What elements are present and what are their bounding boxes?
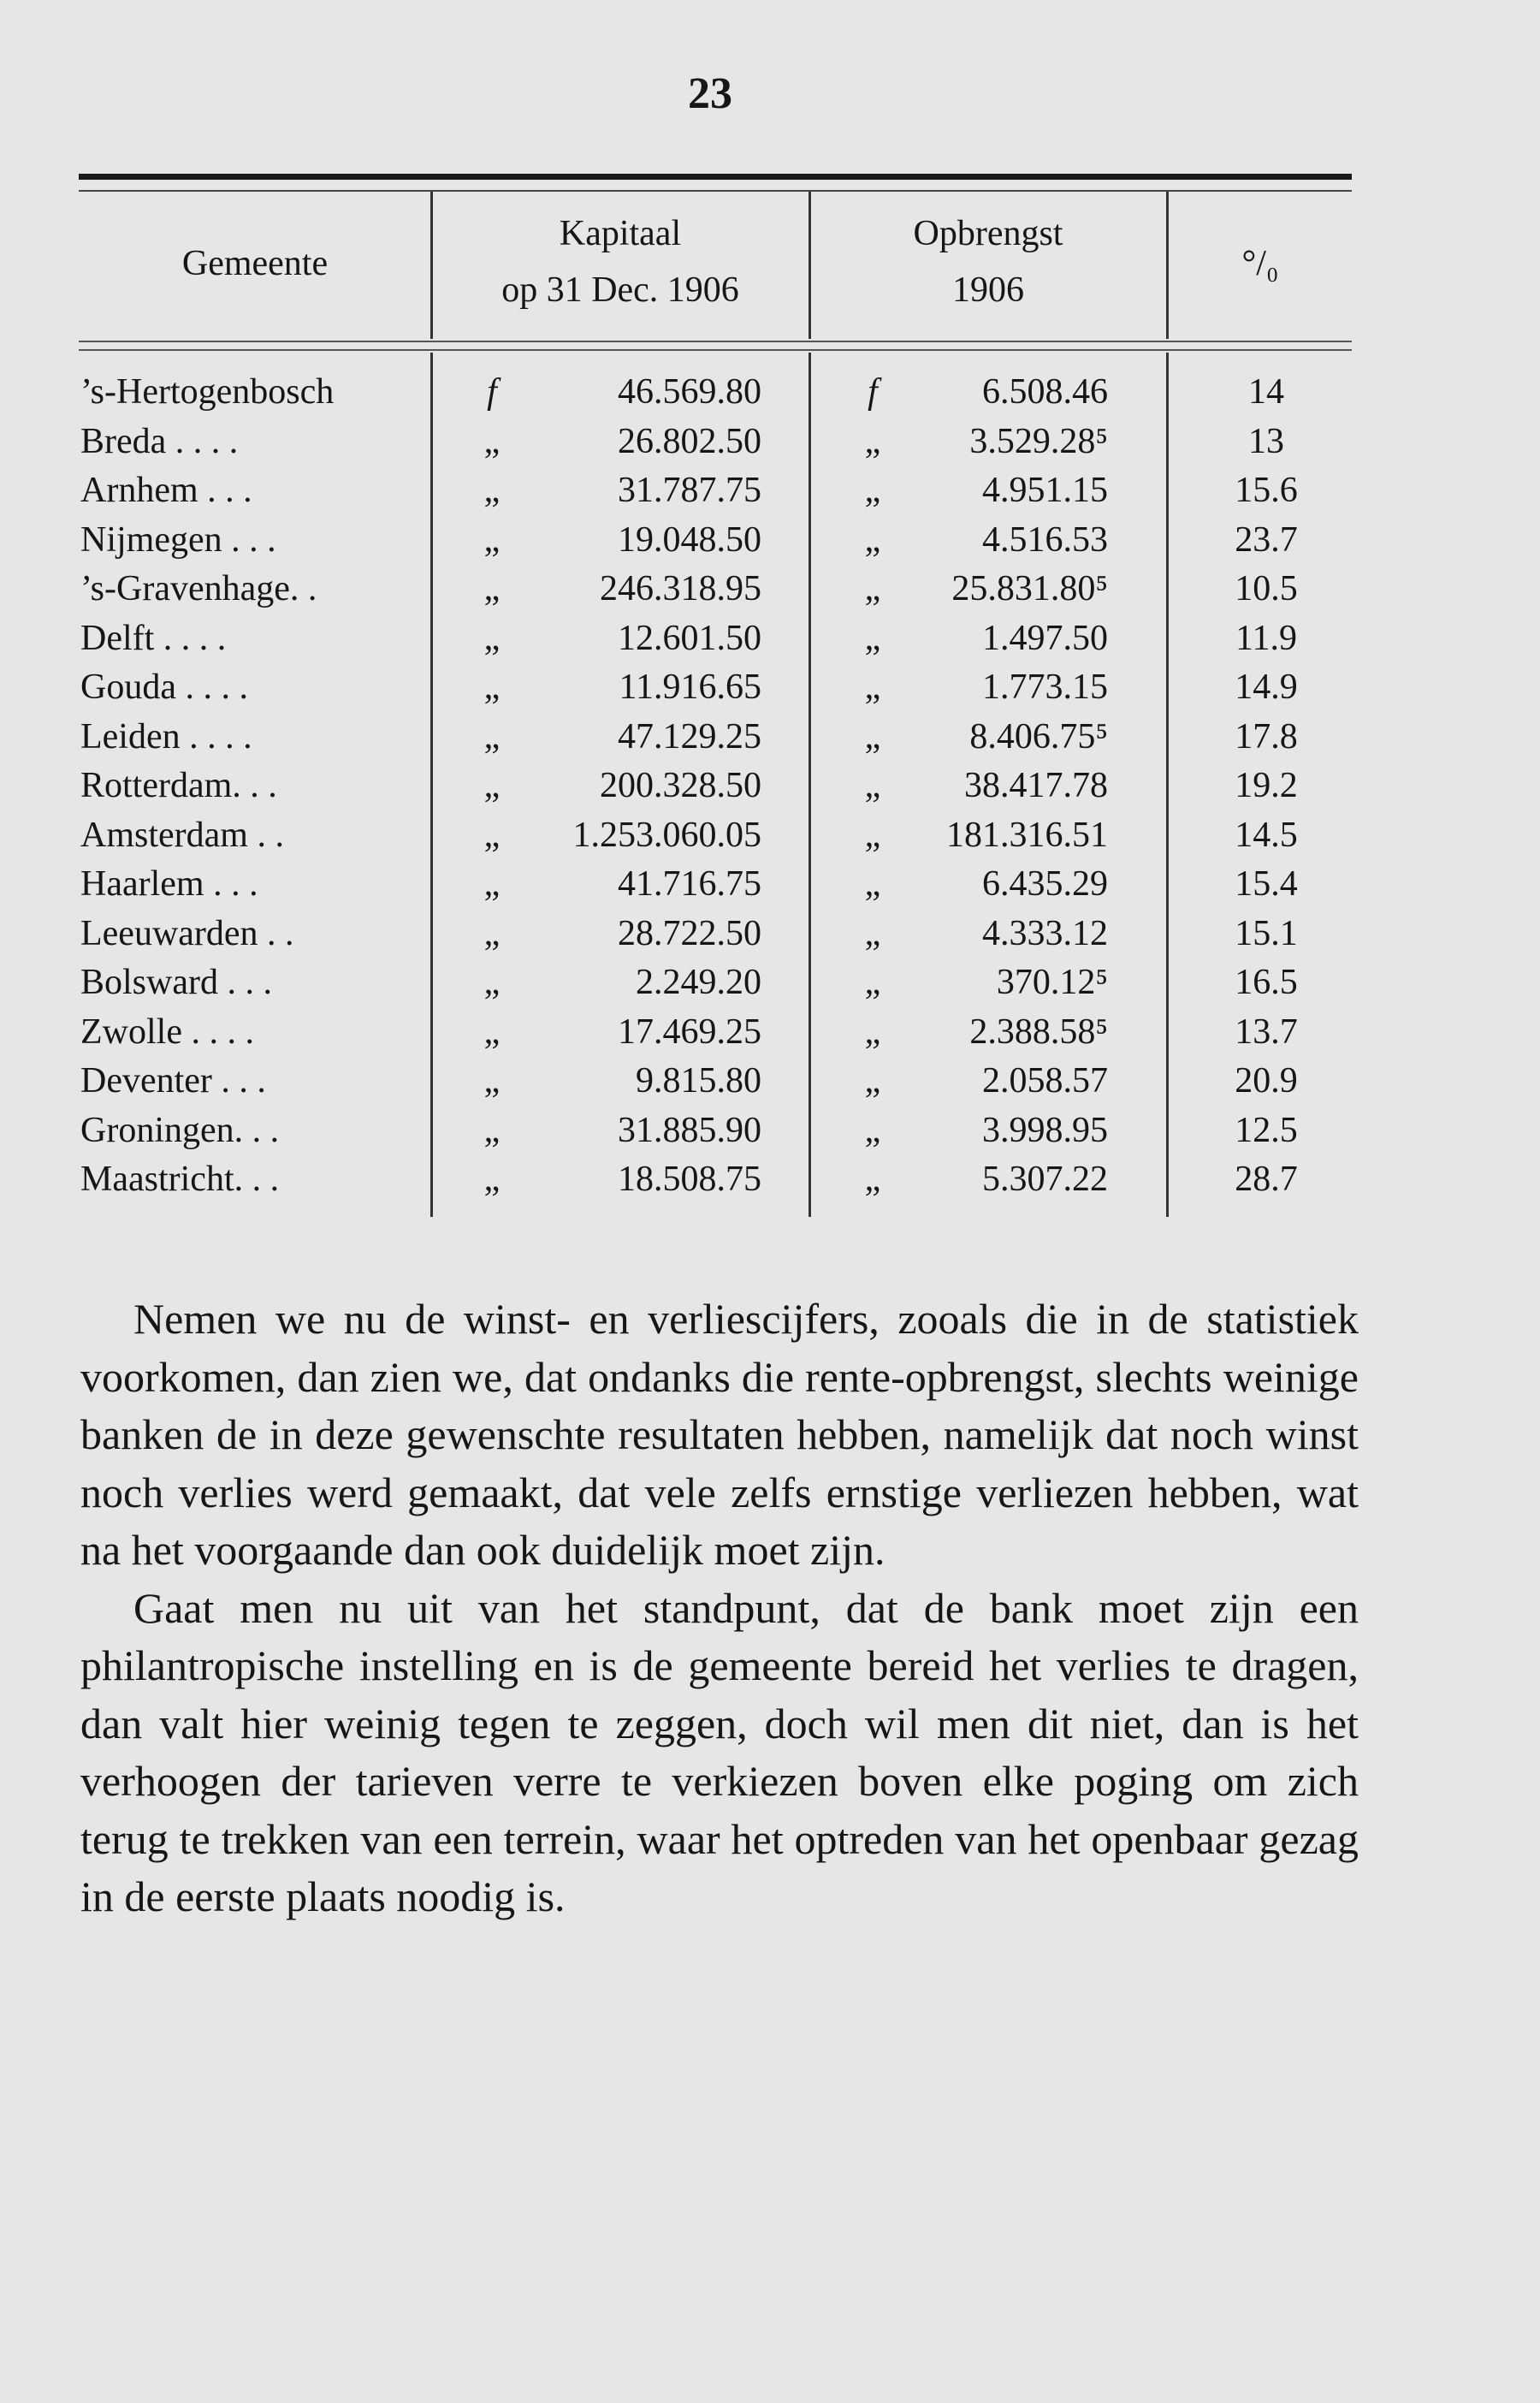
opbrengst-cell: 8.406.75⁵ <box>969 716 1108 756</box>
currency-mark: „ <box>864 1110 881 1150</box>
opbrengst-cell: 6.435.29 <box>982 864 1108 904</box>
currency-mark: „ <box>483 1110 500 1150</box>
gemeente-cell: Haarlem . . . <box>80 864 258 904</box>
currency-mark: „ <box>864 913 881 953</box>
gemeente-cell: Amsterdam . . <box>80 815 284 855</box>
currency-mark: „ <box>483 815 500 855</box>
currency-mark: „ <box>864 1160 881 1199</box>
currency-mark: f <box>868 372 878 412</box>
currency-mark: „ <box>864 1012 881 1052</box>
percent-cell: 15.6 <box>1235 471 1298 510</box>
table-top-rule-thin <box>79 190 1352 192</box>
header-gemeente: Gemeente <box>181 244 329 283</box>
currency-mark: „ <box>864 963 881 1002</box>
currency-mark: „ <box>864 716 881 756</box>
table-row <box>0 663 1540 713</box>
kapitaal-cell: 47.129.25 <box>618 716 761 756</box>
percent-cell: 14 <box>1248 372 1284 412</box>
opbrengst-cell: 3.998.95 <box>982 1110 1108 1150</box>
opbrengst-cell: 1.773.15 <box>982 668 1108 707</box>
percent-cell: 15.1 <box>1235 913 1298 953</box>
table-row <box>0 910 1540 959</box>
percent-cell: 11.9 <box>1235 618 1297 658</box>
body-text <box>80 1290 1359 1926</box>
percent-cell: 15.4 <box>1235 864 1298 904</box>
percent-cell: 14.5 <box>1235 815 1298 855</box>
table-row <box>0 614 1540 664</box>
kapitaal-cell: 31.885.90 <box>618 1110 761 1150</box>
opbrengst-cell: 5.307.22 <box>982 1160 1108 1199</box>
header-bottom-rule <box>79 349 1352 351</box>
opbrengst-cell: 4.333.12 <box>982 913 1108 953</box>
opbrengst-cell: 1.497.50 <box>982 618 1108 658</box>
gemeente-cell: Breda . . . . <box>80 421 239 461</box>
currency-mark: „ <box>864 815 881 855</box>
currency-mark: „ <box>864 421 881 461</box>
currency-mark: „ <box>483 864 500 904</box>
table-row <box>0 466 1540 516</box>
paragraph: Gaat men nu uit van het standpunt, dat de bank moet zijn een philantropische instelling en is de gemeente bereid het verlies te dragen, dan valt hier weinig tegen te zeggen, doch wil men dit niet, dan is het verhoogen der tarieven verre te verkiezen boven elke poging om zich terug te trekken van een terrein, waar het optreden van het openbaar gezag in de eerste plaats noodig is. <box>80 1583 1359 1920</box>
opbrengst-cell: 4.516.53 <box>982 519 1108 560</box>
table-row <box>0 418 1540 467</box>
gemeente-cell: Maastricht. . . <box>80 1160 280 1199</box>
gemeente-cell: Bolsward . . . <box>80 963 272 1002</box>
opbrengst-cell: 4.951.15 <box>982 471 1108 510</box>
kapitaal-cell: 31.787.75 <box>618 471 761 510</box>
kapitaal-cell: 1.253.060.05 <box>572 815 761 855</box>
table-row <box>0 368 1540 418</box>
opbrengst-cell: 2.058.57 <box>982 1061 1108 1101</box>
table-body <box>0 368 1540 1205</box>
percent-cell: 16.5 <box>1235 963 1298 1002</box>
table-row <box>0 811 1540 861</box>
opbrengst-cell: 370.12⁵ <box>996 963 1108 1002</box>
kapitaal-cell: 2.249.20 <box>636 963 761 1002</box>
currency-mark: „ <box>483 1160 500 1199</box>
percent-cell: 17.8 <box>1235 716 1298 756</box>
gemeente-cell: Groningen. . . <box>80 1110 280 1150</box>
header-bottom-rule <box>79 341 1352 342</box>
table-row <box>0 958 1540 1008</box>
opbrengst-cell: 25.831.80⁵ <box>951 569 1108 608</box>
gemeente-cell: Nijmegen . . . <box>80 519 276 560</box>
gemeente-cell: Zwolle . . . . <box>80 1012 254 1052</box>
currency-mark: „ <box>864 618 881 658</box>
gemeente-cell: ’s-Gravenhage. . <box>80 569 317 608</box>
currency-mark: „ <box>483 1012 500 1052</box>
gemeente-cell: Rotterdam. . . <box>80 766 277 805</box>
percent-cell: 23.7 <box>1235 519 1298 560</box>
gemeente-cell: ’s-Hertogenbosch <box>80 372 335 412</box>
kapitaal-cell: 28.722.50 <box>618 913 761 953</box>
kapitaal-cell: 9.815.80 <box>636 1061 761 1101</box>
currency-mark: f <box>487 372 497 412</box>
table-top-rule <box>79 174 1352 180</box>
gemeente-cell: Leeuwarden . . <box>80 913 294 953</box>
percent-cell: 28.7 <box>1235 1160 1298 1199</box>
currency-mark: „ <box>864 519 881 560</box>
opbrengst-cell: 38.417.78 <box>964 766 1108 805</box>
percent-cell: 19.2 <box>1235 766 1298 805</box>
table-row <box>0 1107 1540 1156</box>
table-row <box>0 565 1540 614</box>
currency-mark: „ <box>864 569 881 608</box>
gemeente-cell: Gouda . . . . <box>80 668 248 707</box>
table-row <box>0 516 1540 566</box>
currency-mark: „ <box>483 421 500 461</box>
currency-mark: „ <box>483 569 500 608</box>
gemeente-cell: Deventer . . . <box>80 1061 266 1101</box>
opbrengst-cell: 3.529.28⁵ <box>969 421 1108 461</box>
kapitaal-cell: 46.569.80 <box>618 372 761 412</box>
currency-mark: „ <box>864 864 881 904</box>
kapitaal-cell: 41.716.75 <box>618 864 761 904</box>
kapitaal-cell: 11.916.65 <box>619 668 761 707</box>
currency-mark: „ <box>483 618 500 658</box>
opbrengst-cell: 2.388.58⁵ <box>969 1012 1108 1052</box>
currency-mark: „ <box>483 716 500 756</box>
currency-mark: „ <box>483 519 500 560</box>
kapitaal-cell: 26.802.50 <box>618 421 761 461</box>
header-percent: °/₀ <box>1241 244 1279 283</box>
percent-cell: 20.9 <box>1235 1061 1298 1101</box>
currency-mark: „ <box>483 766 500 805</box>
currency-mark: „ <box>483 913 500 953</box>
gemeente-cell: Leiden . . . . <box>80 716 252 756</box>
table-row <box>0 860 1540 910</box>
currency-mark: „ <box>864 668 881 707</box>
percent-cell: 10.5 <box>1235 569 1298 608</box>
kapitaal-cell: 19.048.50 <box>618 519 761 560</box>
currency-mark: „ <box>483 471 500 510</box>
paragraph: Nemen we nu de winst- en verliescijfers, zooals die in de statistiek voorkomen, dan zien we, dat ondanks die rente-opbrengst, slechts weinige banken de in deze gewenschte resultaten hebben, namelijk dat noch winst noch verlies werd gemaakt, dat vele zelfs ernstige verliezen hebben, wat na het voorgaande dan ook duidelijk moet zijn. <box>80 1295 1359 1574</box>
kapitaal-cell: 246.318.95 <box>600 569 761 608</box>
currency-mark: „ <box>483 1061 500 1101</box>
table-row <box>0 1057 1540 1107</box>
table-row <box>0 762 1540 811</box>
currency-mark: „ <box>483 668 500 707</box>
currency-mark: „ <box>864 471 881 510</box>
kapitaal-cell: 200.328.50 <box>600 766 761 805</box>
currency-mark: „ <box>864 766 881 805</box>
header-opbrengst: Opbrengst 1906 <box>913 214 1063 310</box>
gemeente-cell: Delft . . . . <box>80 618 227 658</box>
opbrengst-cell: 6.508.46 <box>982 372 1108 412</box>
header-kapitaal: Kapitaal op 31 Dec. 1906 <box>501 214 739 310</box>
table-row <box>0 713 1540 762</box>
kapitaal-cell: 18.508.75 <box>618 1160 761 1199</box>
gemeente-cell: Arnhem . . . <box>80 471 252 510</box>
page-number: 23 <box>688 69 732 118</box>
kapitaal-cell: 17.469.25 <box>618 1012 761 1052</box>
currency-mark: „ <box>864 1061 881 1101</box>
table-row <box>0 1155 1540 1205</box>
currency-mark: „ <box>483 963 500 1002</box>
percent-cell: 14.9 <box>1235 668 1298 707</box>
table-row <box>0 1008 1540 1058</box>
opbrengst-cell: 181.316.51 <box>946 815 1108 855</box>
kapitaal-cell: 12.601.50 <box>618 618 761 658</box>
percent-cell: 12.5 <box>1235 1110 1298 1150</box>
percent-cell: 13 <box>1248 421 1284 461</box>
percent-cell: 13.7 <box>1235 1012 1298 1052</box>
